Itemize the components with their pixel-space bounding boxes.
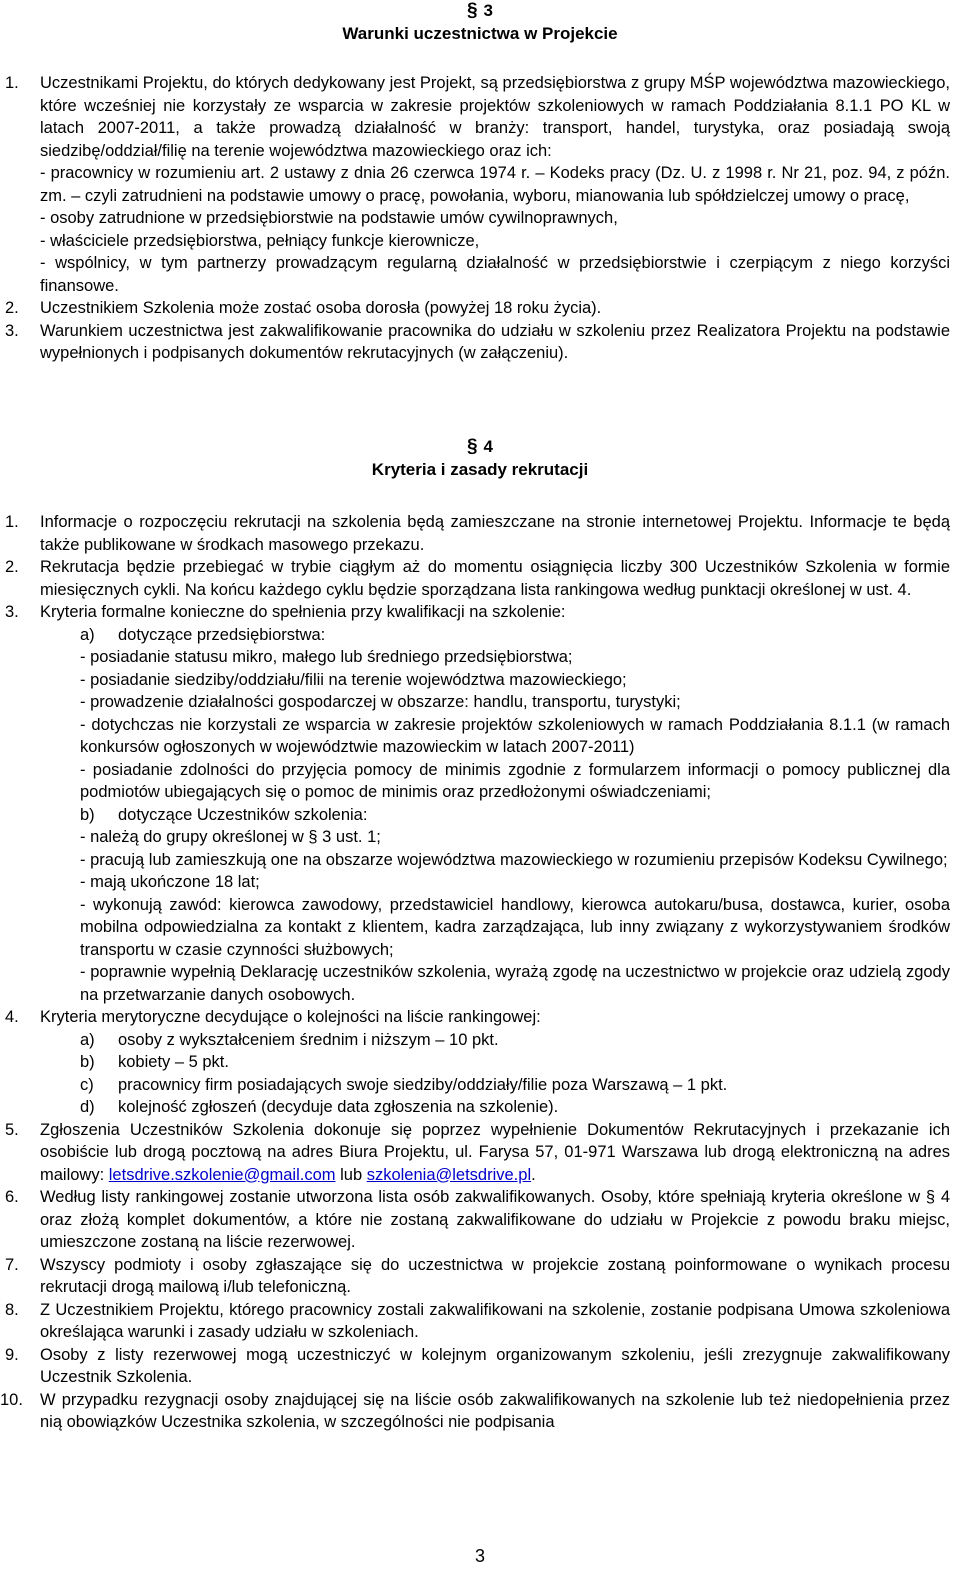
section-4-list [0, 511, 960, 1434]
item-number: 8. [5, 1300, 19, 1319]
item-text: Z Uczestnikiem Projektu, którego pracownicy zostali zakwalifikowani na szkolenie, zostanie podpisana Umowa szkoleniowa określająca warunki i zasady udziału w szkoleniach. [40, 1300, 950, 1341]
criteria-item: c) pracownicy firm posiadających swoje siedziby/oddziały/filie poza Warszawą – 1 pkt. [80, 1075, 728, 1094]
bullet: - posiadanie statusu mikro, małego lub średniego przedsiębiorstwa; [80, 648, 573, 666]
item-text: W przypadku rezygnacji osoby znajdującej się na liście osób zakwalifikowanych na szkolenie lub też niedopełnienia przez nią obowiązków Uczestnika szkolenia, w szczególności nie podpisania [40, 1390, 950, 1431]
item-text: Kryteria formalne konieczne do spełnienia przy kwalifikacji na szkolenie: [40, 603, 566, 621]
paragraph-symbol: § [466, 0, 478, 21]
item-number: 3. [5, 603, 19, 621]
item-number: 9. [5, 1345, 19, 1364]
sub-heading-a: a) dotyczące przedsiębiorstwa: [80, 625, 326, 644]
section-4-title: Kryteria i zasady rekrutacji [371, 459, 589, 479]
criteria-item: b) kobiety – 5 pkt. [80, 1053, 229, 1071]
bullet: - poprawnie wypełnią Deklarację uczestników szkolenia, wyrażą zgodę na uczestnictwo w projekcie oraz udzielą zgody na przetwarzanie danych osobowych. [80, 963, 950, 1004]
bullet: - właściciele przedsiębiorstwa, pełniący funkcje kierownicze, [40, 231, 480, 250]
bullet: - należą do grupy określonej w § 3 ust. 1; [80, 828, 381, 846]
email-link-letsdrive-pl[interactable]: szkolenia@letsdrive.pl [366, 1165, 532, 1184]
bullet: - posiadanie zdolności do przyjęcia pomocy de minimis zgodnie z formularzem informacji o pomocy publicznej dla podmiotów ubiegających się o pomoc de minimis oraz przedłożonymi oświadczeniami; [80, 760, 950, 801]
paragraph-symbol: § [466, 436, 478, 457]
list-item [0, 297, 960, 320]
item-text: Warunkiem uczestnictwa jest zakwalifikowanie pracownika do udziału w szkoleniu przez Realizatora Projektu na podstawie wypełnionych i podpisanych dokumentów rekrutacyjnych (w załączeniu). [40, 321, 950, 362]
item-number: 2. [5, 558, 19, 576]
bullet: - prowadzenie działalności gospodarczej w obszarze: handlu, transportu, turystyki; [80, 693, 681, 711]
list-item: 5. Zgłoszenia Uczestników Szkolenia dokonuje się poprzez wypełnienie Dokumentów Rekrutacyjnych i przekazanie ich osobiście lub drogą pocztową na adres Biura Projektu, ul. Farysa 57, 01-971 Warszawa lub drogą elektroniczną na adres mailowy: letsdrive.szkolenie@gmail.com lub szkolenia@letsdrive.pl. [5, 1120, 950, 1184]
section-3-number: § 3 [466, 0, 494, 21]
item-text: Zgłoszenia Uczestników Szkolenia dokonuje się poprzez wypełnienie Dokumentów Rekrutacyjnych i przekazanie ich osobiście lub drogą pocztową na adres Biura Projektu, ul. Farysa 57, 01-971 Warszawa lub drogą elektroniczną na adres mailowy: [40, 1120, 950, 1184]
bullet: - posiadanie siedziby/oddziału/filii na terenie województwa mazowieckiego; [80, 670, 627, 689]
email-link-letsdrive-gmail[interactable]: letsdrive.szkolenie@gmail.com [108, 1165, 336, 1184]
item-number: 3. [5, 321, 19, 340]
bullet: - pracują lub zamieszkują one na obszarze województwa mazowieckiego w rozumieniu przepisów Kodeksu Cywilnego; [80, 850, 948, 869]
bullet: - dotychczas nie korzystali ze wsparcia w zakresie projektów szkoleniowych w ramach Poddziałania 8.1.1 (w ramach konkursów ogłoszonych w województwie mazowieckim w latach 2007-2011) [80, 715, 950, 756]
sub-heading-b: b) dotyczące Uczestników szkolenia: [80, 805, 368, 824]
section-4-number: § 4 [466, 436, 494, 457]
item-text: Osoby z listy rezerwowej mogą uczestniczyć w kolejnym organizowanym szkoleniu, jeśli zrezygnuje zakwalifikowany Uczestnik Szkolenia. [40, 1345, 950, 1386]
section-4 [0, 436, 960, 1434]
item-text: Informacje o rozpoczęciu rekrutacji na szkolenia będą zamieszczane na stronie internetowej Projektu. Informacje te będą także publikowane w środkach masowego przekazu. [40, 513, 950, 554]
item-text: Według listy rankingowej zostanie utworzona lista osób zakwalifikowanych. Osoby, które spełniają kryteria określone w § 4 oraz złożą komplet dokumentów, a które nie zostaną zakwalifikowane do udziału w Projekcie z powodu braku miejsc, umieszczone zostaną na liście rezerwowej. [40, 1188, 950, 1251]
item-text: Kryteria merytoryczne decydujące o kolejności na liście rankingowej: [40, 1008, 541, 1026]
list-item [0, 1006, 960, 1119]
list-item [0, 320, 960, 365]
list-item [0, 72, 960, 297]
criteria-item: a) osoby z wykształceniem średnim i niższym – 10 pkt. [80, 1030, 499, 1049]
item-number: 5. [5, 1120, 19, 1139]
item-number: 2. [5, 299, 19, 317]
section-3-title: Warunki uczestnictwa w Projekcie [342, 23, 618, 43]
list-item [0, 511, 960, 556]
item-number: 1. [5, 513, 19, 531]
item-number: 7. [5, 1255, 19, 1274]
list-item [0, 1186, 960, 1254]
item-text: Uczestnikiem Szkolenia może zostać osoba dorosła (powyżej 18 roku życia). [40, 299, 602, 317]
bullet: - mają ukończone 18 lat; [80, 873, 260, 891]
list-item [0, 1389, 960, 1434]
list-item [0, 556, 960, 601]
criteria-item: d) kolejność zgłoszeń (decyduje data zgłoszenia na szkolenie). [80, 1098, 559, 1116]
bullet: - wykonują zawód: kierowca zawodowy, przedstawiciel handlowy, kierowca autokaru/busa, dostawca, kurier, osoba mobilna odpowiedzialna za kontakt z klientem, kadra zarządzająca, lub inny związany z wykorzystywaniem środków transportu w czasie czynności służbowych; [80, 895, 950, 959]
list-item [0, 1299, 960, 1344]
item-number: 1. [5, 74, 19, 92]
item-text: Uczestnikami Projektu, do których dedykowany jest Projekt, są przedsiębiorstwa z grupy MŚP województwa mazowieckiego, które wcześniej nie korzystały ze wsparcia w zakresie projektów szkoleniowych w ramach Poddziałania 8.1.1 PO KL w latach 2007-2011, a także prowadzą działalność w branży: transport, handel, turystyka, oraz posiadają swoją siedzibę/oddział/filię na terenie województwa mazowieckiego oraz ich: [40, 74, 950, 160]
item-number: 4. [5, 1008, 19, 1026]
bullet: - osoby zatrudnione w przedsiębiorstwie na podstawie umów cywilnoprawnych, [40, 209, 618, 227]
item-text: Wszyscy podmioty i osoby zgłaszające się do uczestnictwa w projekcie zostaną poinformowane o wynikach procesu rekrutacji drogą mailową i/lub telefoniczną. [40, 1255, 950, 1296]
section-3 [0, 0, 960, 365]
bullet: - pracownicy w rozumieniu art. 2 ustawy z dnia 26 czerwca 1974 r. – Kodeks pracy (Dz. U. z 1998 r. Nr 21, poz. 94, z późn. zm. – czyli zatrudnieni na podstawie umowy o pracę, powołania, wyboru, mianowania lub spółdzielczej umowy o pracę, [40, 164, 950, 205]
item-number: 6. [5, 1188, 19, 1206]
item-text: Rekrutacja będzie przebiegać w trybie ciągłym aż do momentu osiągnięcia liczby 300 Uczestników Szkolenia w formie miesięcznych cykli. Na końcu każdego cyklu będzie sporządzana lista rankingowa według punktacji określonej w ust. 4. [40, 558, 950, 599]
bullet: - wspólnicy, w tym partnerzy prowadzącym regularną działalność w przedsiębiorstwie i czerpiącym z niego korzyści finansowe. [40, 254, 950, 295]
section-3-list [0, 72, 960, 365]
list-item [0, 1344, 960, 1389]
list-item [0, 1254, 960, 1299]
item-number: 10. [0, 1390, 23, 1409]
list-item [0, 601, 960, 1006]
page-number: 3 [474, 1546, 485, 1566]
